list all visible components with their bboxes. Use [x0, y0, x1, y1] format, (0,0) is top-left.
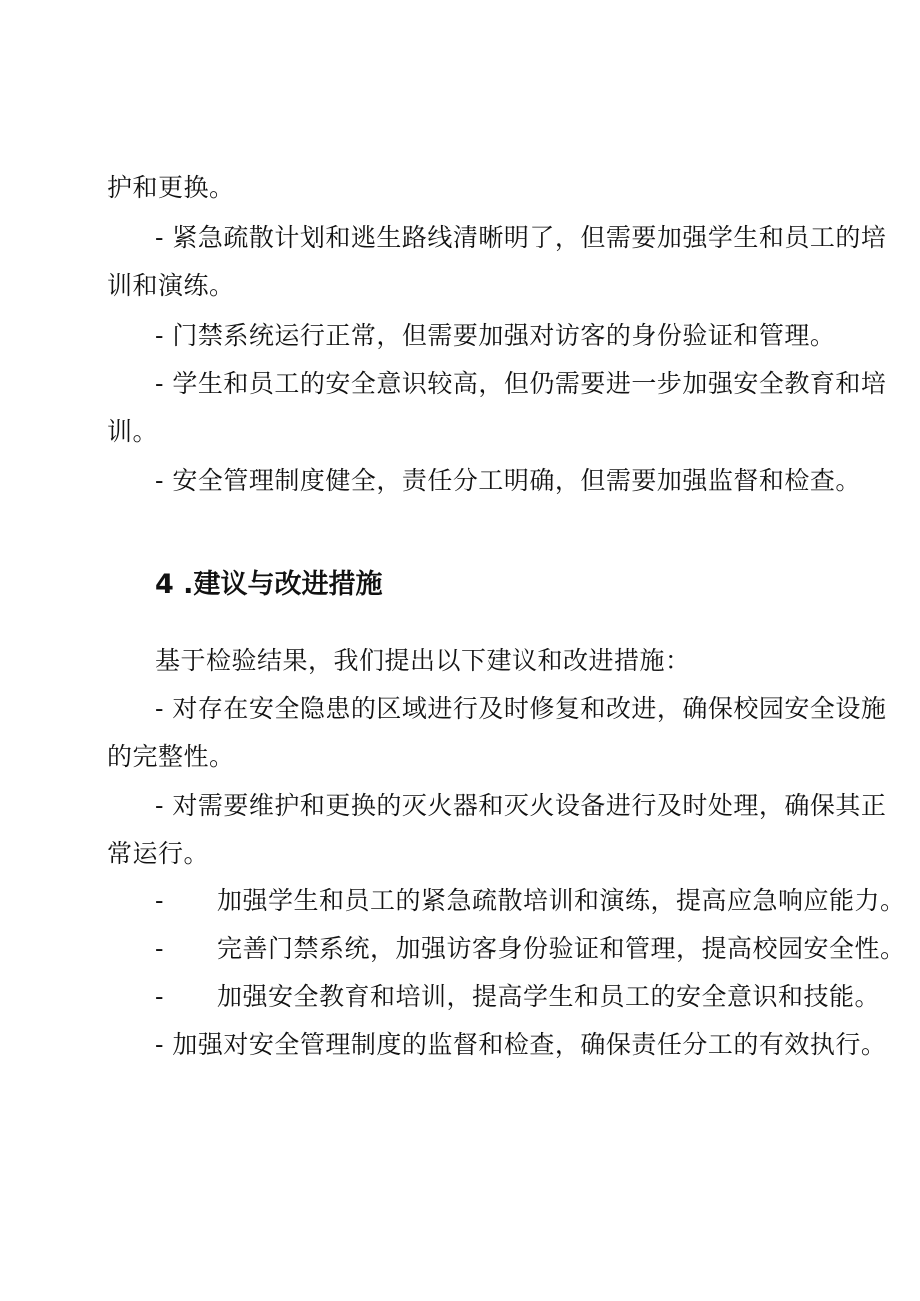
bullet-emergency-evacuation: - 紧急疏散计划和逃生路线清晰明了，但需要加强学生和员工的培: [155, 223, 887, 252]
bullet-safety-awareness: - 学生和员工的安全意识较高，但仍需要进一步加强安全教育和培: [155, 369, 887, 398]
recommendation-text: 加强学生和员工的紧急疏散培训和演练，提高应急响应能力。: [217, 886, 906, 915]
recommendation-evacuation-training: [155, 885, 906, 917]
paragraph-line: 训。: [107, 417, 159, 446]
bullet-access-control: - 门禁系统运行正常，但需要加强对访客的身份验证和管理。: [155, 321, 836, 350]
recommendation-repair: - 对存在安全隐患的区域进行及时修复和改进，确保校园安全设施: [155, 694, 887, 723]
paragraph-line: 训和演练。: [107, 271, 235, 300]
bullet-dash: -: [155, 934, 164, 963]
bullet-dash: -: [155, 982, 164, 1011]
paragraph-line: 常运行。: [107, 839, 210, 868]
paragraph-line: 的完整性。: [107, 742, 235, 771]
recommendation-safety-education: [155, 981, 880, 1013]
recommendation-text: 加强安全教育和培训，提高学生和员工的安全意识和技能。: [217, 982, 881, 1011]
bullet-safety-management: - 安全管理制度健全，责任分工明确，但需要加强监督和检查。: [155, 466, 861, 495]
paragraph-line: 护和更换。: [107, 173, 235, 202]
section-heading: 4 .建议与改进措施: [155, 569, 383, 600]
recommendation-supervision: - 加强对安全管理制度的监督和检查，确保责任分工的有效执行。: [155, 1030, 887, 1059]
recommendation-access-system: [155, 933, 906, 965]
bullet-dash: -: [155, 886, 164, 915]
section-intro: 基于检验结果，我们提出以下建议和改进措施：: [155, 646, 691, 675]
recommendation-text: 完善门禁系统，加强访客身份验证和管理，提高校园安全性。: [217, 934, 906, 963]
recommendation-fire-equipment: - 对需要维护和更换的灭火器和灭火设备进行及时处理，确保其正: [155, 791, 887, 820]
